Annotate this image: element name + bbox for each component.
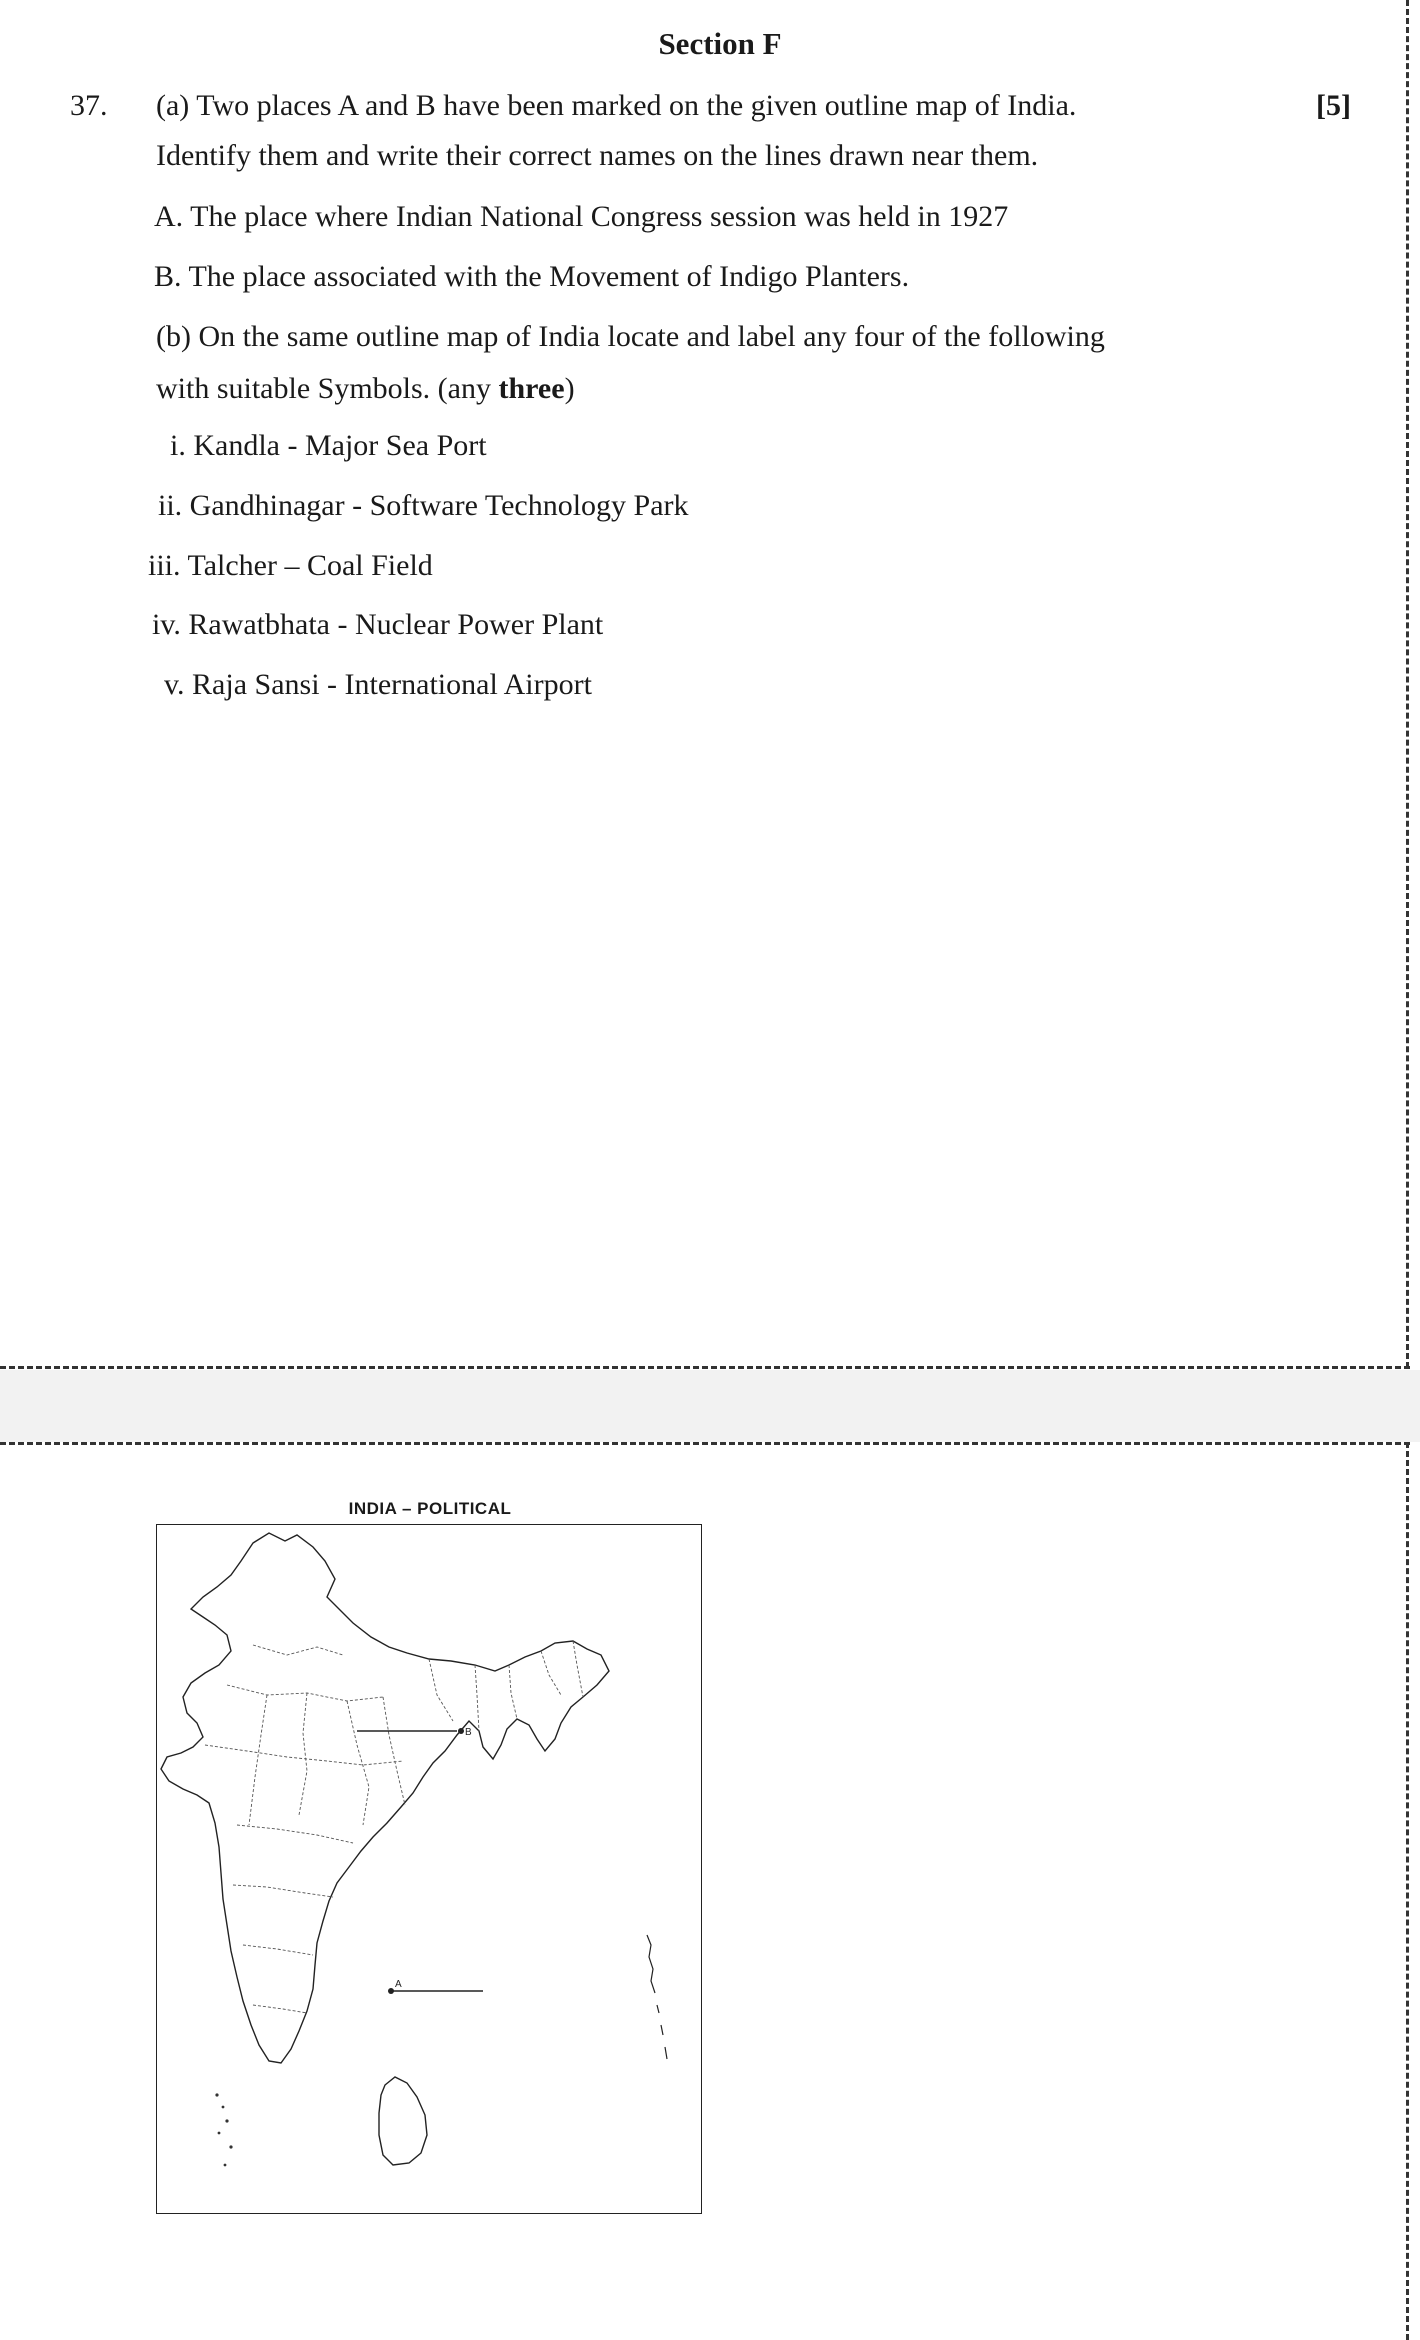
option-item: v. Raja Sansi - International Airport — [164, 668, 592, 701]
part-a-instruction-line-1: (a) Two places A and B have been marked on the given outline map of India. — [156, 89, 1077, 122]
map-title: INDIA – POLITICAL — [348, 1499, 512, 1518]
part-a-instruction-line-2: Identify them and write their correct names on the lines drawn near them. — [156, 139, 1039, 172]
part-b-suffix: ) — [564, 372, 575, 405]
marker-b-dot — [458, 1728, 464, 1734]
lakshadweep-islands — [215, 2093, 232, 2166]
state-boundaries — [205, 1641, 583, 2013]
item-a-text: A. The place where Indian National Congress session was held in 1927 — [154, 200, 1009, 233]
part-b-instruction-line-2 — [156, 371, 575, 407]
item-b-text: B. The place associated with the Movement of Indigo Planters. — [154, 260, 910, 293]
part-b-instruction-line-1: (b) On the same outline map of India locate and label any four of the following — [156, 320, 1105, 353]
marker-b-label: B — [465, 1727, 472, 1738]
section-title: Section F — [658, 26, 782, 61]
page-top-edge-dashed — [0, 1442, 1410, 1445]
option-item: i. Kandla - Major Sea Port — [170, 429, 487, 462]
page-gap — [0, 1370, 1420, 1442]
question-number: 37. — [70, 89, 108, 122]
marker-a-dot — [388, 1988, 394, 1994]
india-outline-map — [156, 1524, 702, 2214]
india-outline — [161, 1533, 609, 2063]
part-b-emphasis: three — [498, 372, 565, 405]
option-item: iv. Rawatbhata - Nuclear Power Plant — [152, 608, 604, 641]
option-item: ii. Gandhinagar - Software Technology Park — [158, 489, 689, 522]
marker-a-label: A — [395, 1979, 402, 1990]
andaman-islands — [647, 1935, 667, 2059]
page-right-edge-dashed — [1406, 1442, 1409, 2340]
page-right-edge-dashed — [1406, 0, 1409, 1368]
option-item: iii. Talcher – Coal Field — [148, 549, 433, 582]
sri-lanka-outline — [379, 2077, 427, 2165]
india-map-drawing — [157, 1525, 702, 2214]
question-marks: [5] — [1316, 89, 1351, 122]
page-bottom-edge-dashed — [0, 1366, 1410, 1369]
part-b-prefix: with suitable Symbols. (any — [156, 372, 499, 405]
